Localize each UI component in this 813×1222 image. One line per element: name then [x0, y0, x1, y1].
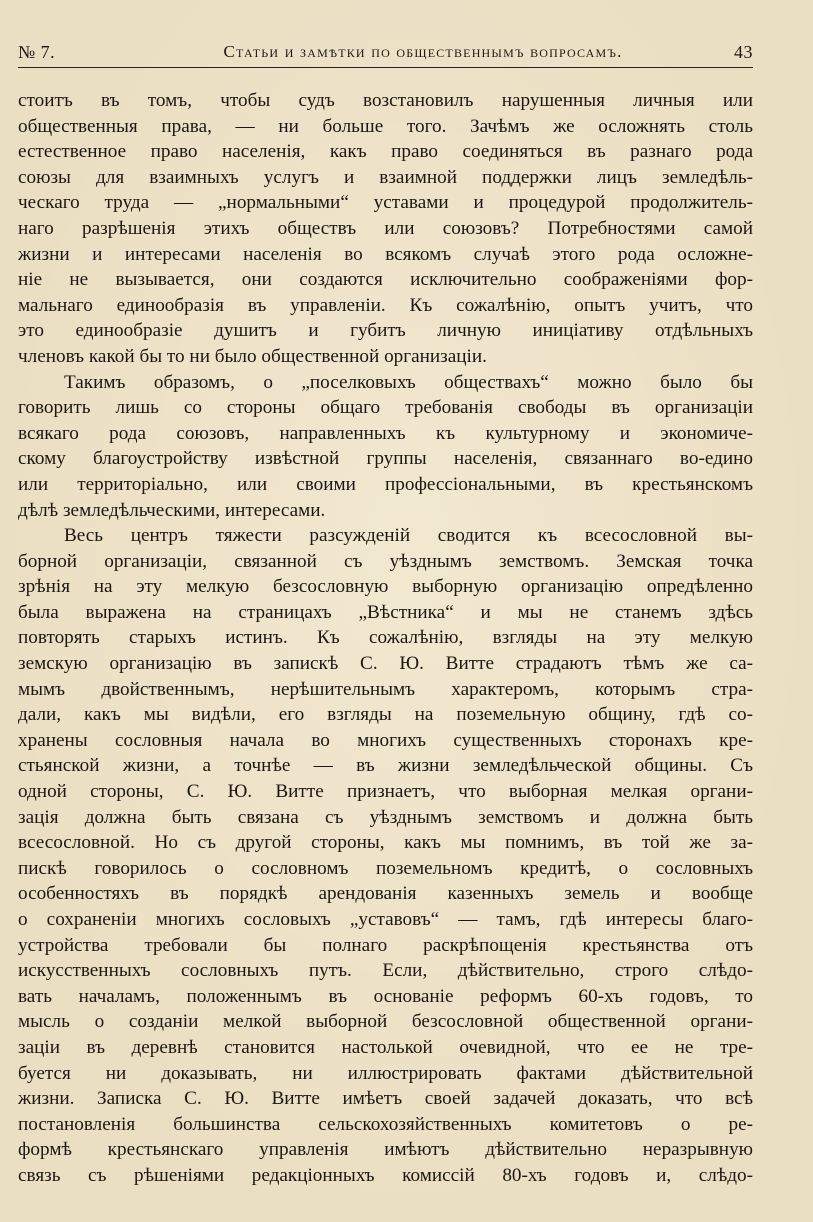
text-line: заціи въ деревнѣ становится настолькой очевидной, что ее не тре- [18, 1036, 753, 1058]
issue-number: № 7. [18, 42, 56, 62]
text-line: ческаго труда — „нормальными“ уставами и процедурой продолжитель- [18, 192, 753, 214]
text-line: хранены сословныя начала во многихъ существенныхъ сторонахъ кре- [18, 729, 753, 751]
text-line: земскую организацію въ запискѣ С. Ю. Витте страдаютъ тѣмъ же са- [18, 653, 753, 675]
text-line: постановленія большинства сельскохозяйственныхъ комитетовъ о ре- [18, 1113, 753, 1135]
text-line: особенностяхъ въ порядкѣ арендованія казенныхъ земель и вообще [18, 883, 753, 905]
text-line: жизни и интересами населенія во всякомъ случаѣ этого рода осложне- [18, 243, 753, 265]
paragraph-first-line: Весь центръ тяжести разсужденій сводится къ всесословной вы- [64, 525, 753, 547]
text-line: всесословной. Но съ другой стороны, какъ мы помнимъ, въ той же за- [18, 832, 753, 854]
text-line: говорить лишь со стороны общаго требованія свободы въ организаціи [18, 397, 753, 419]
text-line: вать началамъ, положеннымъ въ основаніе реформъ 60-хъ годовъ, то [18, 985, 753, 1007]
text-line: зація должна быть связана съ уѣзднымъ земствомъ и должна быть [18, 806, 753, 828]
page-number: 43 [734, 42, 753, 62]
text-line: или территоріально, или своими профессіональными, въ крестьянскомъ [18, 473, 753, 495]
text-line: стьянской жизни, а точнѣе — въ жизни земледѣльческой общины. Съ [18, 755, 753, 777]
text-line: членовъ какой бы то ни было общественной организаціи. [18, 345, 487, 367]
running-header [18, 40, 753, 68]
text-line: стоитъ въ томъ, чтобы судъ возстановилъ нарушенныя личныя или [18, 90, 753, 111]
text-line: это единообразіе душитъ и губитъ личную иниціативу отдѣльныхъ [18, 320, 753, 342]
text-line: наго разрѣшенія этихъ обществъ или союзовъ? Потребностями самой [18, 217, 753, 239]
text-line: формѣ крестьянскаго управленія имѣютъ дѣйствительно неразрывную [18, 1139, 753, 1161]
text-line: всякаго рода союзовъ, направленныхъ къ культурному и экономиче- [18, 422, 753, 444]
text-line: скому благоустройству извѣстной группы населенія, связаннаго во-едино [18, 448, 753, 470]
text-line: повторять старыхъ истинъ. Къ сожалѣнію, взгляды на эту мелкую [18, 627, 753, 649]
text-line: устройства требовали бы полнаго раскрѣпощенія крестьянства отъ [18, 934, 753, 956]
section-title: Статьи и замѣтки по общественнымъ вопросамъ. [223, 42, 623, 61]
text-line: зрѣнія на эту мелкую безсословную выборную организацію опредѣленно [18, 576, 753, 598]
text-line: пискѣ говорилось о сословномъ поземельномъ кредитѣ, о сословныхъ [18, 857, 753, 879]
header-rule [18, 67, 753, 68]
text-line: жизни. Записка С. Ю. Витте имѣетъ своей задачей доказать, что всѣ [18, 1088, 753, 1110]
text-line: дали, какъ мы видѣли, его взгляды на поземельную общину, гдѣ со- [18, 704, 753, 726]
text-line: искусственныхъ сословныхъ путъ. Если, дѣйствительно, строго слѣдо- [18, 960, 753, 982]
text-line: одной стороны, С. Ю. Витте признаетъ, что выборная мелкая органи- [18, 781, 753, 803]
text-line: ніе не вызывается, они создаются исключительно соображеніями фор- [18, 269, 753, 291]
text-line: общественныя права, — ни больше того. Зачѣмъ же осложнять столь [18, 115, 753, 137]
body-text [18, 88, 753, 1189]
text-line: связь съ рѣшеніями редакціонныхъ комиссій 80-хъ годовъ и, слѣдо- [18, 1164, 753, 1186]
text-line: мымъ двойственнымъ, нерѣшительнымъ характеромъ, которымъ стра- [18, 678, 753, 700]
text-line: о сохраненіи многихъ сословыхъ „уставовъ“ — тамъ, гдѣ интересы благо- [18, 909, 753, 930]
text-line: мысль о созданіи мелкой выборной безсословной общественной органи- [18, 1011, 753, 1033]
text-line: дѣлѣ земледѣльческими, интересами. [18, 499, 326, 521]
text-line: борной организаціи, связанной съ уѣзднымъ земствомъ. Земская точка [18, 550, 753, 572]
text-line: естественное право населенія, какъ право соединяться въ разнаго рода [18, 141, 753, 163]
text-line: союзы для взаимныхъ услугъ и взаимной поддержки лицъ земледѣль- [18, 166, 753, 188]
text-line: буется ни доказывать, ни иллюстрировать фактами дѣйствительной [18, 1062, 753, 1084]
text-line: была выражена на страницахъ „Вѣстника“ и мы не станемъ здѣсь [18, 601, 753, 623]
paragraph-first-line: Такимъ образомъ, о „поселковыхъ обществахъ“ можно было бы [64, 371, 753, 393]
text-line: мальнаго единообразія въ управленіи. Къ сожалѣнію, опытъ учитъ, что [18, 294, 753, 316]
